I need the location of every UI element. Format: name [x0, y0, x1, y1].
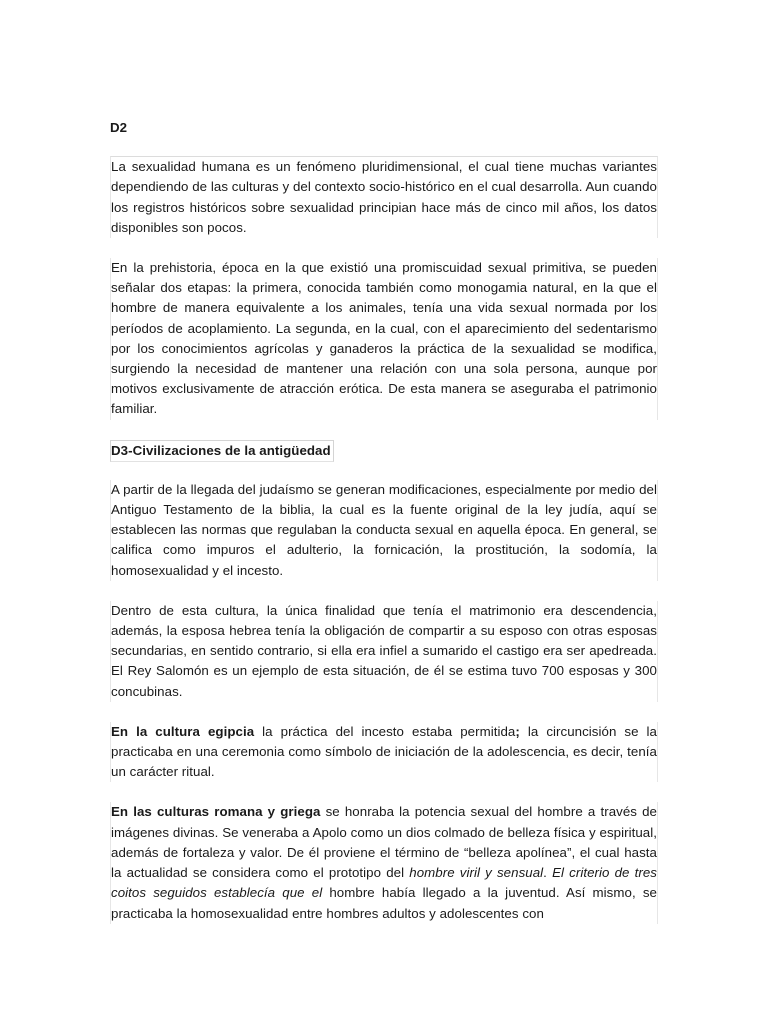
paragraph-semicolon: ; — [515, 723, 520, 739]
section-heading-d3: D3-Civilizaciones de la antigüedad — [110, 440, 334, 462]
paragraph-lead-egipcia: En la cultura egipcia — [111, 723, 255, 739]
paragraph-roma-grecia — [110, 802, 658, 924]
paragraph-text: la circuncisión se la practicaba en una ceremonia como símbolo de iniciación de la adolescencia, es decir, tenía un carácter ritual. — [111, 723, 658, 780]
paragraph-text: se honraba la potencia sexual del hombre a través de imágenes divinas. Se veneraba a Apolo como un dios colmado de belleza física y espiritual, además de fortaleza y valor. De él proviene el término de “belleza apolínea”, el cual hasta la actualidad se considera como el prototipo del — [111, 804, 657, 881]
paragraph-judaismo: A partir de la llegada del judaísmo se generan modificaciones, especialmente por medio del Antiguo Testamento de la biblia, la cual es la fuente original de la ley judía, aquí se establecen las normas que regulaban la conducta sexual en aquella época. En general, se califica como impuros el adulterio, la fornicación, la prostitución, la sodomía, la homosexualidad y el incesto. — [110, 480, 658, 581]
paragraph-lead-roma-grecia: En las culturas romana y griega — [111, 804, 321, 820]
section-heading-d2: D2 — [110, 120, 128, 135]
paragraph-italic-text: hombre viril y sensual — [409, 865, 544, 881]
paragraph-prehistoria: En la prehistoria, época en la que existió una promiscuidad sexual primitiva, se pueden señalar dos etapas: la primera, conocida también como monogamia natural, en la que el hombre de manera equivalente a los animales, tenía una vida sexual normada por los períodos de acoplamiento. La segunda, en la cual, con el aparecimiento del sedentarismo por los conocimientos agrícolas y ganaderos la práctica de la sexualidad se modifica, surgiendo la necesidad de mantener una relación con una sola persona, aunque por motivos exclusivamente de atracción erótica. De esta manera se aseguraba el patrimonio familiar. — [110, 258, 658, 420]
paragraph-text: la práctica del incesto estaba permitida — [254, 723, 516, 739]
document-body — [110, 118, 658, 924]
paragraph-text: . — [543, 865, 553, 881]
paragraph-text: hombre había llegado a la juventud. Así mismo, se practicaba la homosexualidad entre hombres adultos y adolescentes con — [111, 885, 657, 921]
paragraph-matrimonio-hebreo: Dentro de esta cultura, la única finalidad que tenía el matrimonio era descendencia, además, la esposa hebrea tenía la obligación de compartir a su esposo con otras esposas secundarias, en sentido contrario, si ella era infiel a sumarido el castigo era ser apedreada. El Rey Salomón es un ejemplo de esta situación, de él se estima tuvo 700 esposas y 300 concubinas. — [110, 601, 658, 702]
paragraph-intro: La sexualidad humana es un fenómeno pluridimensional, el cual tiene muchas variantes dependiendo de las culturas y del contexto socio-histórico en el cual desarrolla. Aun cuando los registros históricos sobre sexualidad principian hace más de cinco mil años, los datos disponibles son pocos. — [110, 156, 658, 238]
paragraph-italic-text: El criterio de tres coitos seguidos establecía que el — [111, 865, 657, 901]
paragraph-cultura-egipcia — [110, 722, 658, 783]
